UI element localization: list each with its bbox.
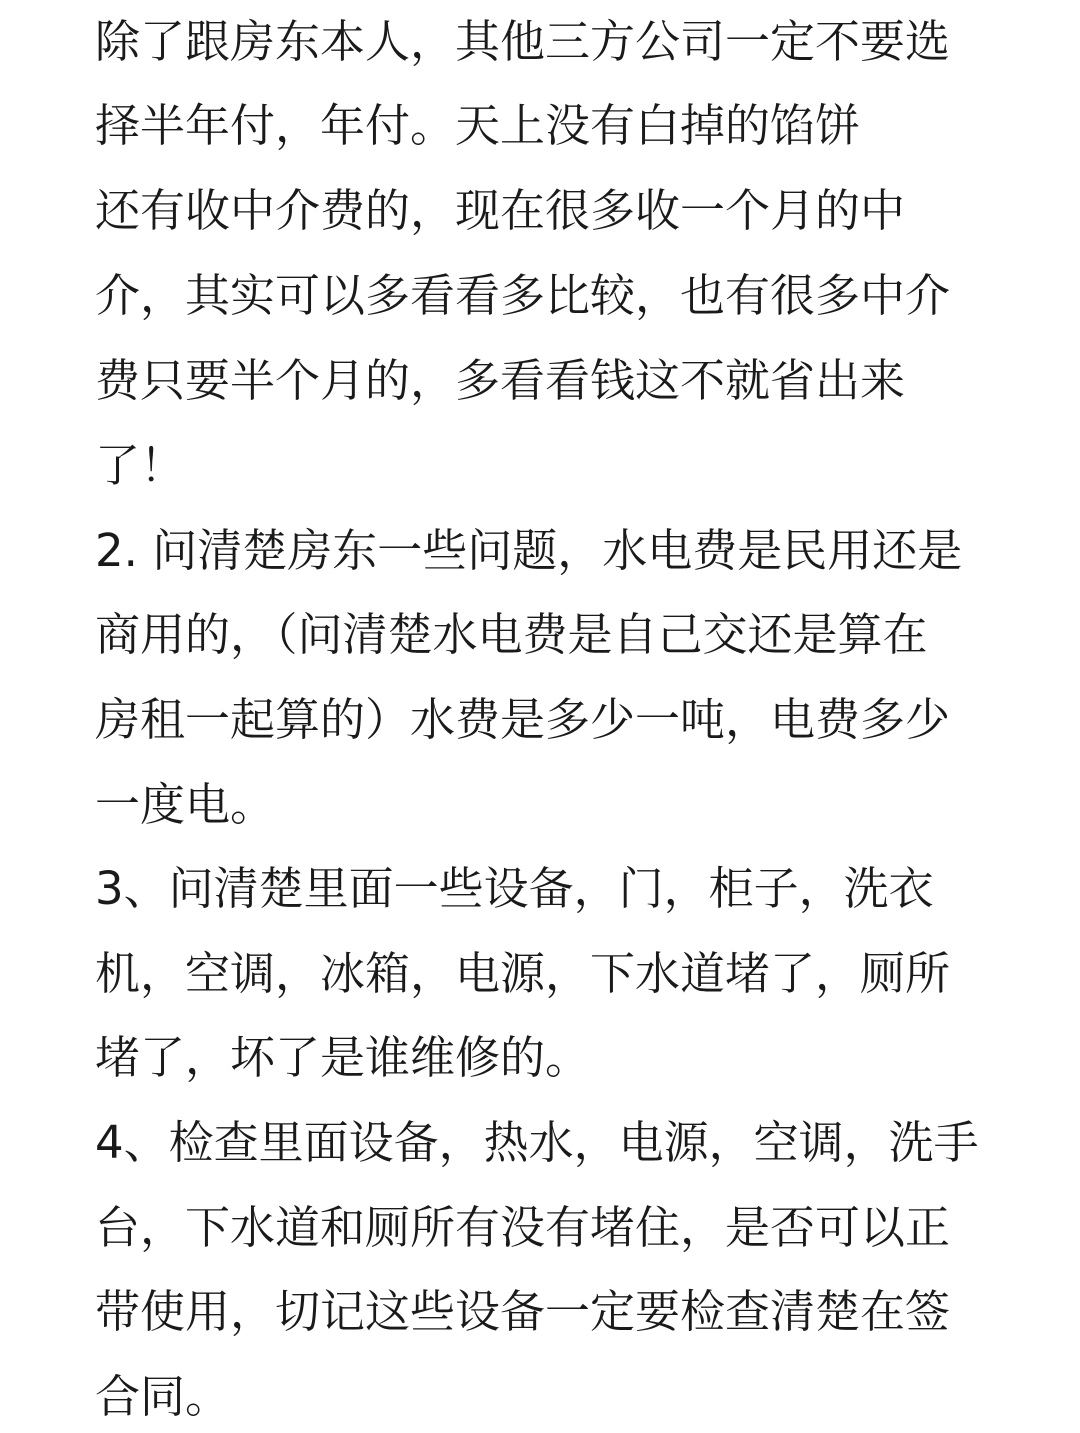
list-item-4: 4、检查里面设备，热水，电源，空调，洗手 <box>95 1116 979 1169</box>
text-line: 费只要半个月的，多看看钱这不就省出来 <box>95 354 906 407</box>
text-line: 带使用，切记这些设备一定要检查清楚在签 <box>95 1285 951 1338</box>
text-line: 除了跟房东本人，其他三方公司一定不要选 <box>95 15 951 68</box>
text-line: 机，空调，冰箱，电源，下水道堵了，厕所 <box>95 947 951 1000</box>
list-item-3: 3、问清楚里面一些设备，门，柜子，洗衣 <box>95 862 934 915</box>
text-line: 商用的，（问清楚水电费是自己交还是算在 <box>95 608 928 661</box>
text-line: 了！ <box>95 439 186 492</box>
list-item-2: 2. 问清楚房东一些问题，水电费是民用还是 <box>95 524 963 577</box>
text-line: 介，其实可以多看看多比较，也有很多中介 <box>95 269 951 322</box>
text-line: 合同。 <box>95 1370 231 1423</box>
text-line: 台，下水道和厕所有没有堵住，是否可以正 <box>95 1201 951 1254</box>
text-line: 堵了，坏了是谁维修的。 <box>95 1031 591 1084</box>
text-line: 房租一起算的）水费是多少一吨，电费多少 <box>95 693 951 746</box>
text-line: 一度电。 <box>95 778 276 831</box>
text-line: 还有收中介费的，现在很多收一个月的中 <box>95 184 906 237</box>
article-body <box>95 0 1055 1433</box>
text-line: 择半年付，年付。天上没有白掉的馅饼 <box>95 99 861 152</box>
